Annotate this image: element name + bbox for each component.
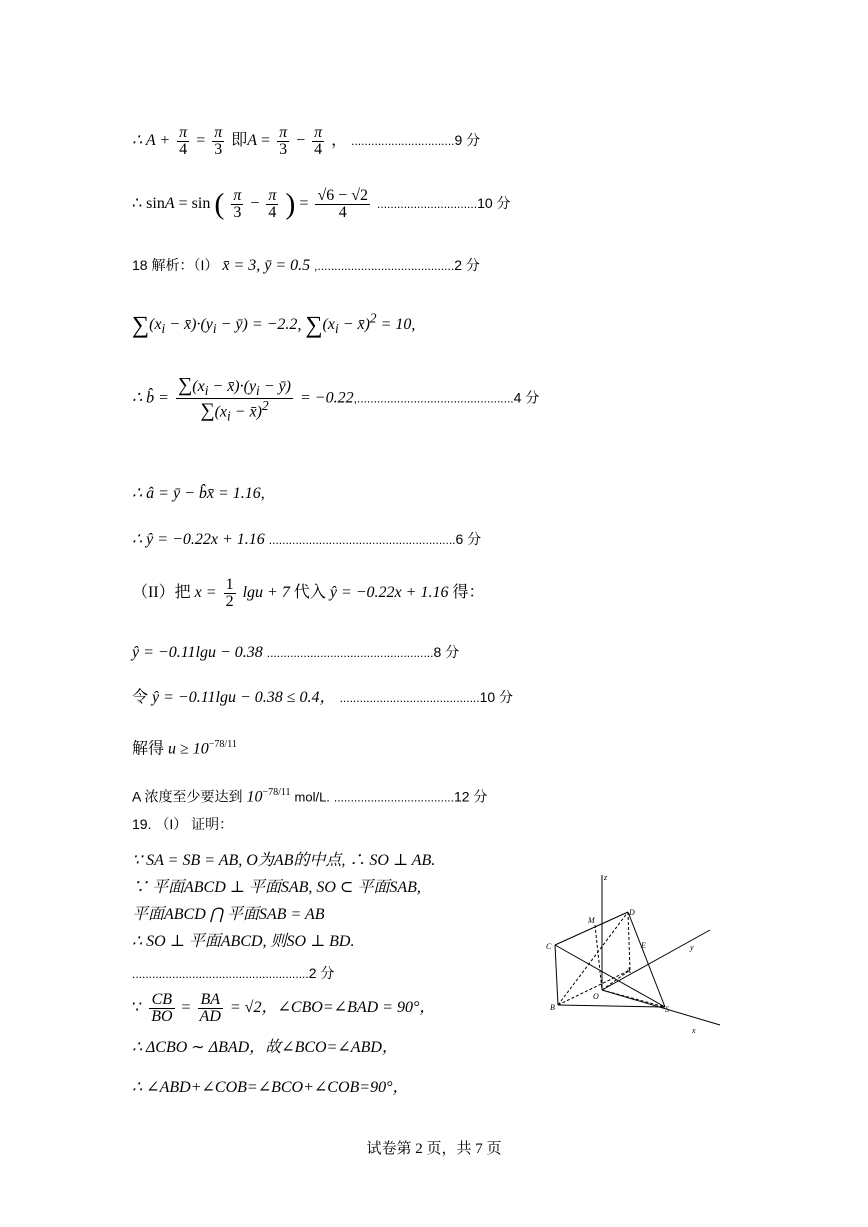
line-13: 19. （I） 证明： [132, 816, 234, 832]
label-S: S [665, 1005, 669, 1014]
label-M: M [588, 916, 595, 925]
line-19: ∵ $\frac{CB}{BO}$ = $\frac{BA}{AD}$ = √2，∠CBO=∠BAD = 90°， [132, 991, 436, 1025]
line-17: ∴ SO ⊥ 平面ABCD, 则SO ⊥ BD. [132, 933, 355, 950]
label-y: y [690, 943, 694, 952]
label-A: A [626, 966, 631, 975]
line-9: ŷ = −0.11lgu − 0.38 ..................................................8 分 [132, 644, 460, 661]
line-16: 平面ABCD ⋂ 平面SAB = AB [132, 906, 325, 923]
score-9: 9 分 [454, 132, 481, 149]
label-C: C [546, 942, 552, 951]
line-5: ∴ b̂ = $\frac{\sum(x_i - x̄)\cdot(y_i - ȳ)}{\sum(x_i - x̄)^2}$ = −0.22,...............................................4 分 [132, 374, 540, 424]
line-18: .....................................................2 分 [132, 965, 335, 981]
line-12: A 浓度至少要达到 $10^{-78/11}$ mol/L. ....................................12 分 [132, 787, 488, 806]
score-10a: 10 分 [477, 195, 511, 212]
label-x: x [692, 1026, 696, 1035]
x-axis [602, 990, 720, 1025]
line-20: ∴ ΔCBO ∼ ΔBAD，故∠BCO=∠ABD， [132, 1039, 398, 1056]
line-6: ∴ â = ȳ − b̂x̄ = 1.16, [132, 485, 265, 502]
line-3: 18 解析：（I） x̄ = 3, ȳ = 0.5 ,.........................................2 分 [132, 257, 480, 274]
label-E: E [641, 941, 646, 950]
label-z: z [604, 873, 608, 882]
line-14: ∵ SA = SB = AB, O为AB的中点, ∴ SO ⊥ AB. [132, 852, 436, 869]
pyramid-figure [540, 870, 740, 1040]
frac-pi-4: $\frac{\pi}{4}$ [179, 124, 188, 158]
line-8: （II）把 x = $\frac{1}{2}$ lgu + 7 代入 ŷ = −0.22x + 1.16 得： [132, 576, 485, 610]
label-D: D [629, 908, 635, 917]
line-15: ∵ 平面ABCD ⊥ 平面SAB, SO ⊂ 平面SAB, [132, 879, 421, 896]
line-10: 令 ŷ = −0.11lgu − 0.38 ≤ 0.4， ..........................................10 分 [132, 689, 514, 706]
line-2: ∴ sinA = sin ( $\frac{\pi}{3}$ − $\frac{\pi}{4}$ ) = $\frac{√6 - √2}{4}$ ..............................10 分 [132, 187, 511, 221]
line-7: ∴ ŷ = −0.22x + 1.16 ........................................................6 分 [132, 531, 482, 548]
page-footer: 试卷第 2 页，共 7 页 [366, 1141, 502, 1157]
label-O: O [593, 992, 599, 1001]
line-1: ∴ A + $\frac{\pi}{4}$ = $\frac{\pi}{3}$ 即A = $\frac{\pi}{3}$ − $\frac{\pi}{4}$ ， ...............................9 分 [132, 124, 481, 158]
line-21: ∴ ∠ABD+∠COB=∠BCO+∠COB=90°， [132, 1079, 409, 1096]
label-B: B [550, 1003, 555, 1012]
line-11: 解得 $u \ge 10^{-78/11}$ [132, 739, 237, 758]
line-4: $\sum(x_i$ − $x̄)\cdot(y_i$ − ȳ) = −2.2, $\sum(x_i$ − x̄)$^2$ = 10, [132, 311, 416, 339]
